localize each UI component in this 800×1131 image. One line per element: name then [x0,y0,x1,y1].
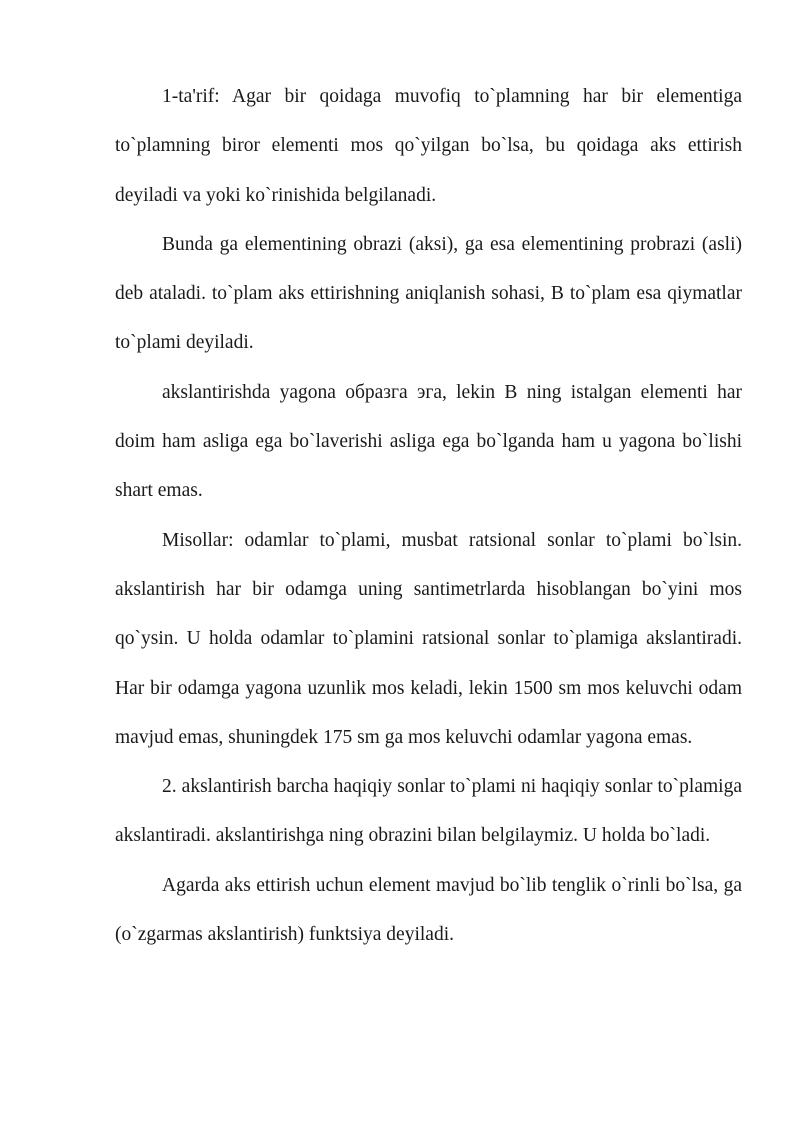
paragraph-examples: Misollar: odamlar to`plami, musbat ratsional sonlar to`plami bo`lsin. akslantirish har bir odamga uning santimetrlarda hisoblangan bo`yini mos qo`ysin. U holda odamlar to`plamini ratsional sonlar to`plamiga akslantiradi. Har bir odamga yagona uzunlik mos keladi, lekin 1500 sm mos keluvchi odam mavjud emas, shuningdek 175 sm ga mos keluvchi odamlar yagona emas. [115,529,742,748]
paragraph-constant-mapping: Agarda aks ettirish uchun element mavjud bo`lib tenglik o`rinli bo`lsa, ga (o`zgarmas akslantirish) funktsiya deyiladi. [115,874,742,946]
paragraph-image-preimage: Bunda ga elementining obrazi (aksi), ga esa elementining probrazi (asli) deb ataladi. to`plam aks ettirishning aniqlanish sohasi, B to`plam esa qiymatlar to`plami deyiladi. [115,233,742,354]
document-body [115,72,742,959]
paragraph-example-2: 2. akslantirish barcha haqiqiy sonlar to`plami ni haqiqiy sonlar to`plamiga akslantiradi. akslantirishga ning obrazini bilan belgilaymiz. U holda bo`ladi. [115,776,742,847]
paragraph-definition-1: 1-ta'rif: Agar bir qoidaga muvofiq to`plamning har bir elementiga to`plamning biror elementi mos qo`yilgan bo`lsa, bu qoidaga aks ettirish deyiladi va yoki ko`rinishida belgilanadi. [115,86,742,206]
paragraph-unique-image: akslantirishda yagona образга эга, lekin B ning istalgan elementi har doim ham asliga ega bo`laverishi asliga ega bo`lganda ham u yagona bo`lishi shart emas. [115,381,742,502]
